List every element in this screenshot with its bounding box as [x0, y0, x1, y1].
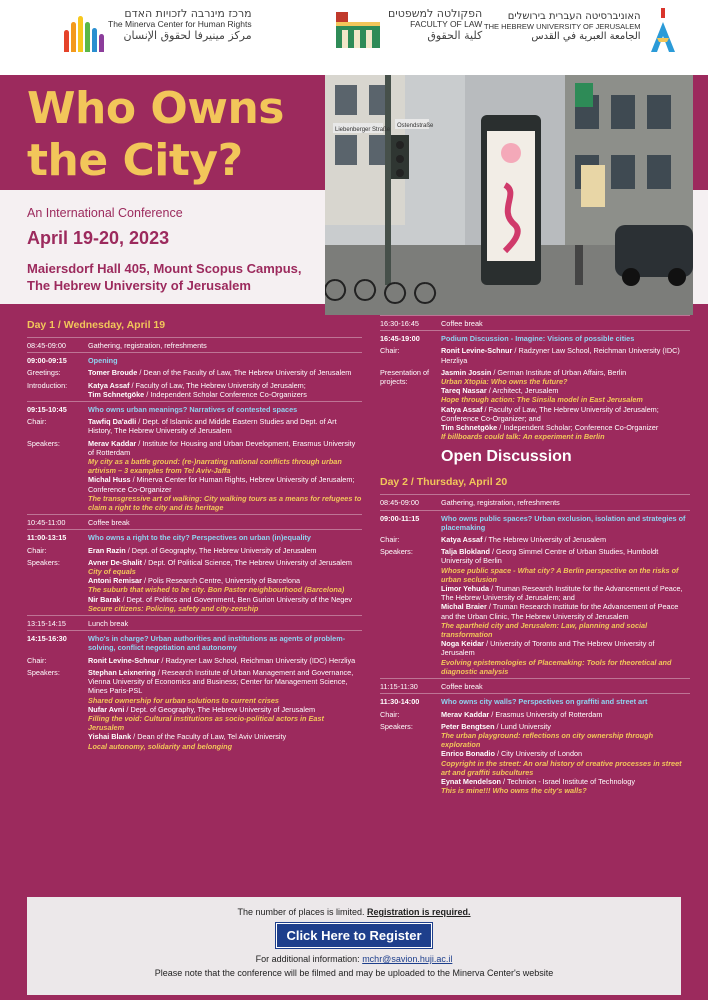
session-title: Who owns public spaces? Urban exclusion, isolation and strategies of placemaking: [441, 513, 686, 532]
speaker-list: [88, 368, 362, 377]
street-sign-2: Ostendstraße: [397, 123, 434, 129]
talk-title: The suburb that wished to be city. Bon Pastor neighbourhood (Barcelona): [88, 585, 345, 595]
speaker-affiliation: / Erasmus University of Rotterdam: [489, 709, 603, 719]
talk-title: The urban playground: reflections on city ownership through exploration: [441, 730, 654, 750]
time-slot: 09:15-10:45: [27, 405, 67, 415]
speaker-name: Limor Yehuda: [441, 584, 490, 594]
speaker-affiliation: / Minerva Center for Human Rights, Hebrew University of Jerusalem; Conference Co-Organizer: [88, 475, 355, 494]
speaker-name: Merav Kaddar: [441, 709, 490, 719]
role-label: Presentation of projects:: [380, 367, 430, 387]
schedule-row: [380, 367, 690, 444]
speaker-affiliation: / Dean of the Faculty of Law, The Hebrew University of Jerusalem: [137, 368, 352, 378]
speaker: [88, 705, 362, 733]
schedule-row: [380, 721, 690, 798]
speaker: [441, 722, 690, 750]
speaker: [441, 639, 690, 676]
faculty-of-law-logo: [334, 8, 482, 52]
speaker-affiliation: / Truman Research Institute for the Advancement of Peace, The Hebrew University of Jerusalem; and: [441, 584, 683, 603]
schedule-row: [380, 330, 690, 345]
speaker-affiliation: / Radzyner Law School, Reichman University (IDC) Herzliya: [441, 346, 680, 365]
role-label: Speakers:: [27, 667, 60, 677]
speaker: [441, 386, 690, 404]
logo-bar: [0, 0, 708, 75]
time-slot: 16:30-16:45: [380, 319, 419, 328]
speaker-name: Ronit Levine-Schnur: [88, 655, 160, 665]
schedule-row: [380, 510, 690, 534]
conference-location-line-2: The Hebrew University of Jerusalem: [27, 278, 251, 293]
speaker-name: Enrico Bonadio: [441, 749, 495, 759]
speaker-name: Katya Assaf: [441, 535, 483, 545]
speaker-list: [441, 722, 690, 796]
speaker-name: Antoni Remisar: [88, 576, 142, 586]
registration-required-text: Registration is required.: [367, 907, 471, 917]
role-label: Chair:: [27, 655, 47, 665]
speaker: [441, 749, 690, 777]
schedule-item: Coffee break: [88, 518, 130, 528]
speaker-affiliation: / Architect, Jerusalem: [486, 386, 559, 396]
time-slot: 11:30-14:00: [380, 697, 420, 707]
speaker-name: Peter Bengtsen: [441, 721, 495, 731]
talk-title: My city as a battle ground: (re-)narrating national conflicts through urban artivism – 3 examples from Tel Aviv-Jaffa: [88, 457, 342, 476]
law-name-ar: كلية الحقوق: [427, 29, 483, 42]
schedule-row: [27, 529, 362, 544]
speaker: [88, 475, 362, 512]
speaker-affiliation: / Dept. of Geography, The Hebrew University of Jerusalem: [124, 704, 316, 714]
minerva-people-icon: [64, 12, 104, 52]
speaker-name: Tareq Nassar: [441, 386, 487, 396]
speaker-name: Ronit Levine-Schnur: [441, 346, 513, 356]
role-label: Speakers:: [27, 438, 60, 448]
speaker-name: Yishai Blank: [88, 732, 132, 742]
open-discussion: Open Discussion: [441, 448, 572, 466]
program-column-left: [27, 315, 362, 753]
speaker-affiliation: / Institute for Housing and Urban Development, Erasmus University of Rotterdam: [88, 438, 356, 457]
law-building-icon: [334, 8, 382, 52]
contact-email-link[interactable]: mchr@savion.huji.ac.il: [362, 954, 453, 964]
speaker: [88, 576, 362, 594]
schedule-row: [380, 315, 690, 330]
speaker-affiliation: / Radzyner Law School, Reichman University (IDC) Herzliya: [159, 655, 356, 665]
speaker: [88, 390, 362, 399]
street-photo: [325, 75, 693, 315]
speaker-affiliation: / Faculty of Law, The Hebrew University of Jerusalem;: [129, 380, 306, 390]
talk-title: Copyright in the street: An oral history of creative processes in street art and graffiti subcultures: [441, 758, 682, 777]
registration-footer: [27, 897, 681, 995]
schedule-row: [27, 630, 362, 654]
speaker-list: [88, 558, 362, 613]
role-label: Chair:: [27, 417, 47, 427]
street-sign-1: Liebenberger Straße: [335, 127, 391, 133]
time-slot: 14:15-16:30: [27, 634, 67, 644]
schedule-row: [27, 380, 362, 401]
title-line-2: the City?: [27, 135, 243, 186]
talk-title: Hope through action: The Sinsila model in East Jerusalem: [441, 395, 643, 405]
speaker-affiliation: / Georg Simmel Centre of Urban Studies, Humboldt University of Berlin: [441, 547, 659, 566]
conference-location-line-1: Maiersdorf Hall 405, Mount Scopus Campus,: [27, 261, 302, 276]
role-label: Speakers:: [380, 547, 413, 557]
speaker-affiliation: / German Institute of Urban Affairs, Berlin: [491, 367, 627, 377]
time-slot: 09:00-09:15: [27, 356, 67, 366]
role-label: Greetings:: [27, 368, 61, 378]
role-label: Chair:: [380, 709, 400, 719]
register-button[interactable]: Click Here to Register: [276, 923, 431, 948]
time-slot: 13:15-14:15: [27, 619, 66, 629]
minerva-center-logo: [64, 8, 252, 52]
schedule-row: [27, 352, 362, 367]
speaker: [441, 535, 690, 544]
schedule-item: Gathering, registration, refreshments: [441, 498, 560, 508]
schedule-item: Gathering, registration, refreshments: [88, 341, 207, 350]
huji-logo: [484, 8, 679, 54]
speaker: [88, 656, 362, 665]
day2-heading: Day 2 / Thursday, April 20: [380, 476, 508, 489]
minerva-name-he: מרכז מינרבה לזכויות האדם: [124, 7, 252, 20]
huji-name-ar: الجامعة العبرية في القدس: [531, 31, 641, 42]
time-slot: 16:45-19:00: [380, 334, 420, 344]
speaker-affiliation: / Faculty of Law, The Hebrew University of Jerusalem; Conference Co-Organizer; and: [441, 404, 659, 423]
speaker-list: [88, 656, 362, 665]
schedule-row: [27, 416, 362, 437]
speaker: [441, 710, 690, 719]
schedule-row: [380, 709, 690, 721]
speaker: [88, 732, 362, 750]
speaker-affiliation: / Truman Research Institute for the Advancement of Peace and the Urban Clinic, The Hebrew University of Jerusalem: [441, 602, 679, 621]
speaker-name: Noga Keidar: [441, 639, 484, 649]
info-label: For additional information:: [255, 954, 363, 964]
role-label: Chair:: [380, 346, 400, 356]
day2-schedule: [380, 494, 690, 797]
session-title: Podium Discussion - Imagine: Visions of possible cities: [441, 334, 635, 344]
speaker: [88, 417, 362, 435]
talk-title: Shared ownership for urban solutions to current crises: [88, 695, 279, 705]
speaker-affiliation: / Independent Scholar; Conference Co-Organizer: [497, 423, 659, 433]
talk-title: This is mine!!! Who owns the city's walls?: [441, 786, 587, 796]
session-title: Who owns city walls? Perspectives on graffiti and street art: [441, 697, 648, 707]
speaker-affiliation: / City University of London: [494, 749, 583, 759]
speaker-name: Katya Assaf: [441, 404, 483, 414]
places-limited-text: The number of places is limited.: [237, 907, 368, 917]
speaker-list: [441, 368, 690, 442]
talk-title: Local autonomy, solidarity and belonging: [88, 741, 233, 751]
speaker-name: Michal Braier: [441, 602, 487, 612]
speaker-affiliation: / Dept. Of Political Science, The Hebrew University of Jerusalem: [142, 557, 353, 567]
time-slot: 09:00-11:15: [380, 513, 420, 523]
speaker: [88, 595, 362, 613]
role-label: Chair:: [380, 535, 400, 545]
speaker-affiliation: / Polis Research Centre, University of Barcelona: [141, 576, 301, 586]
speaker-affiliation: / University of Toronto and The Hebrew University of Jerusalem: [441, 639, 655, 658]
places-notice: [27, 907, 681, 917]
hero: [0, 75, 708, 315]
schedule-row: [27, 337, 362, 352]
huji-name-en: THE HEBREW UNIVERSITY OF JERUSALEM: [484, 22, 641, 31]
talk-title: Whose public space - What city? A Berlin perspective on the risks of urban seclusion: [441, 565, 679, 584]
talk-title: The transgressive art of walking: City walking tours as a means for refugees to claim a right to the city and its heritage: [88, 493, 362, 513]
conference-title: [27, 83, 284, 187]
session-title: Who owns urban meanings? Narratives of contested spaces: [88, 405, 298, 415]
role-label: Introduction:: [27, 380, 68, 390]
speaker-list: [88, 381, 362, 399]
huji-name-he: האוניברסיטה העברית בירושלים: [507, 11, 641, 22]
schedule-row: [380, 494, 690, 509]
speaker: [441, 584, 690, 602]
speaker-list: [441, 710, 690, 719]
program: [0, 315, 708, 895]
speaker: [441, 346, 690, 364]
talk-title: Filling the void: Cultural institutions as socio-political actors in East Jerusalem: [88, 713, 324, 733]
speaker-name: Katya Assaf: [88, 380, 130, 390]
schedule-row: [27, 545, 362, 557]
talk-title: Secure citizens: Policing, safety and city-zenship: [88, 603, 259, 613]
speaker: [441, 547, 690, 584]
speaker-name: Nufar Avni: [88, 704, 125, 714]
talk-title: Urban Xtopia: Who owns the future?: [441, 377, 568, 387]
speaker-affiliation: / Technion - Israel Institute of Technology: [501, 776, 636, 786]
speaker: [88, 439, 362, 476]
role-label: Speakers:: [27, 557, 60, 567]
speaker: [441, 405, 690, 423]
role-label: Speakers:: [380, 721, 413, 731]
speaker-list: [88, 546, 362, 555]
speaker-name: Tomer Broude: [88, 368, 138, 378]
day1-evening-schedule: [380, 315, 690, 443]
day1-schedule: [27, 337, 362, 753]
talk-title: If billboards could talk: An experiment in Berlin: [441, 432, 605, 442]
speaker-affiliation: / Research Institute of Urban Management and Governance, Vienna University of Economics and Business; Center for Management Science, Mines Paris-PSL: [88, 667, 354, 696]
time-slot: 08:45-09:00: [380, 498, 419, 508]
speaker: [88, 546, 362, 555]
speaker-name: Tim Schnetgöke: [88, 389, 145, 399]
speaker: [441, 423, 690, 441]
speaker: [88, 558, 362, 576]
speaker-name: Jasmin Jossin: [441, 367, 492, 377]
law-name-en: FACULTY OF LAW: [410, 19, 483, 29]
time-slot: 11:00-13:15: [27, 533, 67, 543]
conference-date: April 19-20, 2023: [27, 228, 170, 248]
speaker-affiliation: / Lund University: [494, 721, 551, 731]
speaker-list: [441, 547, 690, 676]
speaker: [88, 368, 362, 377]
speaker-name: Nir Barak: [88, 594, 121, 604]
speaker-name: Eynat Mendelson: [441, 776, 502, 786]
schedule-item: Lunch break: [88, 619, 129, 629]
talk-title: Evolving epistemologies of Placemaking: Tools for theoretical and diagnostic analysis: [441, 657, 672, 676]
role-label: Chair:: [27, 545, 47, 555]
title-line-1: Who Owns: [27, 83, 284, 134]
speaker-affiliation: / Dept. of Politics and Government, Ben Gurion University of the Negev: [120, 594, 353, 604]
day1-heading: Day 1 / Wednesday, April 19: [27, 319, 166, 331]
speaker-name: Tawfiq Da'adli: [88, 417, 137, 427]
law-name-he: הפקולטה למשפטים: [388, 7, 483, 20]
speaker-list: [88, 439, 362, 513]
speaker-affiliation: / Dept. of Geography, The Hebrew University of Jerusalem: [125, 545, 317, 555]
time-slot: 11:15-11:30: [380, 682, 418, 692]
speaker: [88, 668, 362, 705]
speaker-list: [441, 535, 690, 544]
schedule-row: [380, 546, 690, 678]
speaker: [441, 777, 690, 795]
filming-note: Please note that the conference will be filmed and may be uploaded to the Minerva Center's website: [154, 968, 554, 978]
session-title: Opening: [88, 356, 118, 366]
speaker-affiliation: / Independent Scholar Conference Co-Organizers: [144, 389, 307, 399]
speaker-name: Eran Razin: [88, 545, 126, 555]
session-title: Who owns a right to the city? Perspectives on urban (in)equality: [88, 533, 311, 543]
time-slot: 08:45-09:00: [27, 341, 66, 350]
speaker-name: Merav Kaddar: [88, 438, 137, 448]
schedule-row: [380, 534, 690, 546]
schedule-row: [380, 345, 690, 366]
schedule-row: [27, 667, 362, 753]
session-title: Who's in charge? Urban authorities and institutions as agents of problem-solving, conflict negotiation and autonomy: [88, 634, 346, 653]
speaker: [441, 602, 690, 639]
talk-title: The apartheid city and Jerusalem: Law, planning and social transformation: [441, 620, 648, 640]
speaker-affiliation: / The Hebrew University of Jerusalem: [482, 535, 607, 545]
speaker-name: Avner De-Shalit: [88, 557, 143, 567]
speaker-list: [441, 346, 690, 364]
conference-type: An International Conference: [27, 206, 183, 220]
schedule-item: Coffee break: [441, 682, 483, 692]
time-slot: 10:45-11:00: [27, 518, 66, 528]
speaker: [441, 368, 690, 386]
speaker-list: [88, 417, 362, 435]
speaker: [88, 381, 362, 390]
schedule-row: [27, 655, 362, 667]
schedule-row: [27, 401, 362, 416]
speaker-affiliation: / Dept. of Islamic and Middle Eastern Studies and Dept. of Art History, The Hebrew University of Jerusalem: [88, 417, 337, 436]
schedule-row: [27, 438, 362, 515]
speaker-name: Stephan Leixnering: [88, 667, 156, 677]
talk-title: City of equals: [88, 567, 136, 577]
schedule-row: [27, 514, 362, 529]
program-column-right: [380, 315, 690, 797]
minerva-name-ar: مركز مينيرفا لحقوق الإنسان: [123, 29, 252, 42]
schedule-row: [27, 367, 362, 379]
contact-info: [27, 954, 681, 964]
schedule-row: [380, 693, 690, 708]
speaker-name: Tim Schnetgöke: [441, 423, 498, 433]
schedule-row: [27, 557, 362, 615]
speaker-name: Talja Blokland: [441, 547, 490, 557]
schedule-row: [27, 615, 362, 630]
speaker-affiliation: / Dean of the Faculty of Law, Tel Aviv University: [131, 732, 287, 742]
speaker-name: Michal Huss: [88, 475, 131, 485]
schedule-row: [380, 678, 690, 693]
schedule-item: Coffee break: [441, 319, 483, 328]
speaker-list: [88, 668, 362, 751]
minerva-name-en: The Minerva Center for Human Rights: [108, 19, 252, 29]
huji-emblem-icon: [647, 8, 679, 54]
